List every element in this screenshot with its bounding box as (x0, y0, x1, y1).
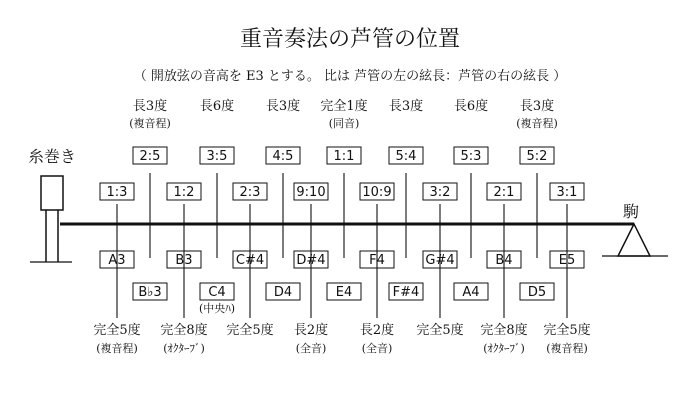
ratio-label-b3: 1:2 (173, 185, 195, 200)
note-label-b3: B3 (175, 253, 193, 268)
interval-a3-1: (複音程) (96, 342, 138, 355)
interval-a3-0: 完全5度 (93, 323, 141, 338)
ratio-label-bb3: 2:5 (139, 149, 161, 164)
ratio-label-ds4: 9:10 (296, 185, 326, 200)
interval-b3-0: 完全8度 (160, 323, 208, 338)
note-sub-c4: (中央ﾊ) (198, 302, 236, 315)
interval-d5-0: 長3度 (519, 99, 555, 114)
interval-f4-0: 長2度 (359, 323, 395, 338)
note-label-d5: D5 (527, 285, 547, 300)
note-label-ds4: D#4 (296, 253, 326, 268)
ratio-label-a4: 5:3 (460, 149, 482, 164)
interval-ds4-0: 長2度 (293, 323, 329, 338)
ratio-label-cs4: 2:3 (239, 185, 261, 200)
interval-e5-1: (複音程) (546, 342, 588, 355)
note-label-b4: B4 (495, 253, 513, 268)
ratio-label-gs4: 3:2 (429, 185, 451, 200)
note-label-fs4: F#4 (392, 285, 420, 300)
note-label-e4: E4 (335, 285, 353, 300)
note-label-e5: E5 (558, 253, 576, 268)
ratio-label-a3: 1:3 (106, 185, 128, 200)
bridge-shape (618, 224, 650, 256)
ratio-label-d4: 4:5 (272, 149, 294, 164)
interval-c4-0: 長6度 (199, 99, 235, 114)
ratio-label-f4: 10:9 (362, 185, 392, 200)
ratio-label-d5: 5:2 (526, 149, 548, 164)
note-label-gs4: G#4 (425, 253, 455, 268)
diagram-subtitle: （ 開放弦の音高を E3 とする。 比は 芦管の左の絃長：芦管の右の絃長 ） (133, 69, 567, 84)
interval-cs4-0: 完全5度 (226, 323, 274, 338)
interval-bb3-1: (複音程) (129, 117, 171, 130)
note-label-c4: C4 (208, 285, 226, 300)
note-label-a4: A4 (462, 285, 480, 300)
interval-b4-1: (ｵｸﾀｰﾌﾞ) (483, 342, 525, 355)
interval-b4-0: 完全8度 (480, 323, 528, 338)
interval-ds4-1: (全音) (295, 342, 327, 355)
ratio-label-c4: 3:5 (206, 149, 228, 164)
note-label-f4: F4 (369, 253, 385, 268)
ratio-label-b4: 2:1 (493, 185, 515, 200)
interval-bb3-0: 長3度 (132, 99, 168, 114)
interval-e5-0: 完全5度 (543, 323, 591, 338)
interval-a4-0: 長6度 (453, 99, 489, 114)
interval-b3-1: (ｵｸﾀｰﾌﾞ) (163, 342, 205, 355)
interval-e4-0: 完全1度 (320, 99, 368, 114)
node-group (93, 98, 590, 355)
interval-e4-1: (同音) (328, 117, 360, 130)
peg-block (41, 176, 63, 210)
diagram-title: 重音奏法の芦管の位置 (239, 27, 461, 52)
interval-fs4-0: 長3度 (388, 99, 424, 114)
ratio-label-e5: 3:1 (556, 185, 578, 200)
ratio-label-e4: 1:1 (333, 149, 355, 164)
interval-f4-1: (全音) (361, 342, 393, 355)
note-label-cs4: C#4 (235, 253, 265, 268)
interval-d4-0: 長3度 (265, 99, 301, 114)
note-label-bb3: B♭3 (138, 285, 162, 300)
ratio-label-fs4: 5:4 (395, 149, 417, 164)
interval-d5-1: (複音程) (516, 117, 558, 130)
note-label-d4: D4 (273, 285, 293, 300)
note-label-a3: A3 (108, 253, 126, 268)
bridge-label: 駒 (622, 202, 640, 221)
peg-label: 糸巻き (27, 147, 77, 166)
interval-gs4-0: 完全5度 (416, 323, 464, 338)
